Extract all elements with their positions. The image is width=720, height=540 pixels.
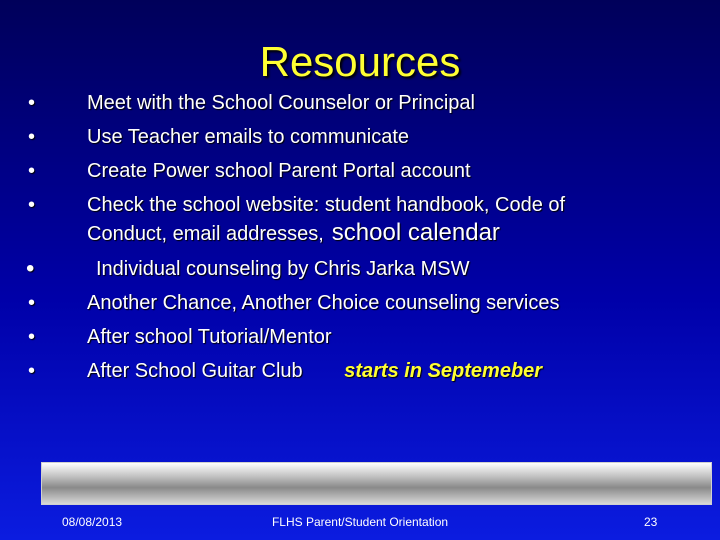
footer-date: 08/08/2013 [62,515,123,529]
bullet-text: Check the school website: student handbook, Code of [87,194,566,216]
bullet-dot-icon: • [28,160,36,182]
bullet-text: After School Guitar Club [87,360,303,382]
bullet-text: Another Chance, Another Choice counseling services [87,292,560,314]
bullet-dot-icon: • [28,92,36,114]
footer-title: FLHS Parent/Student Orientation [271,515,449,529]
slide-title: Resources [259,38,461,85]
bullet-continuation-large-text: school calendar [331,219,500,246]
decorative-metal-bar [41,462,712,505]
bullet-dot-icon: • [28,360,36,382]
bullet-continuation-text: Conduct, email addresses, [87,223,324,245]
bullet-highlight: starts in Septemeber [344,360,543,382]
bullet-item [20,354,710,388]
bullet-dot-icon: • [28,126,36,148]
bullet-text: Create Power school Parent Portal account [87,160,471,182]
bullet-dot-icon: • [28,194,36,216]
footer-page-number: 23 [644,515,658,529]
bullet-text: After school Tutorial/Mentor [87,326,332,348]
bullet-text: Meet with the School Counselor or Principal [87,92,475,114]
bullet-continuation [87,219,710,248]
bullet-item [20,252,710,286]
bullet-item [20,320,710,354]
bullet-item [20,154,710,188]
bullet-dot-icon: • [28,326,36,348]
bullet-dot-icon: • [28,292,36,314]
bullet-text: Individual counseling by Chris Jarka MSW [96,258,470,280]
bullet-item [20,286,710,320]
bullet-text: Use Teacher emails to communicate [87,126,409,148]
bullet-item [20,188,710,248]
bullet-dot-icon: • [26,255,35,282]
bullet-item [20,120,710,154]
bullet-list [20,86,710,388]
bullet-item [20,86,710,120]
